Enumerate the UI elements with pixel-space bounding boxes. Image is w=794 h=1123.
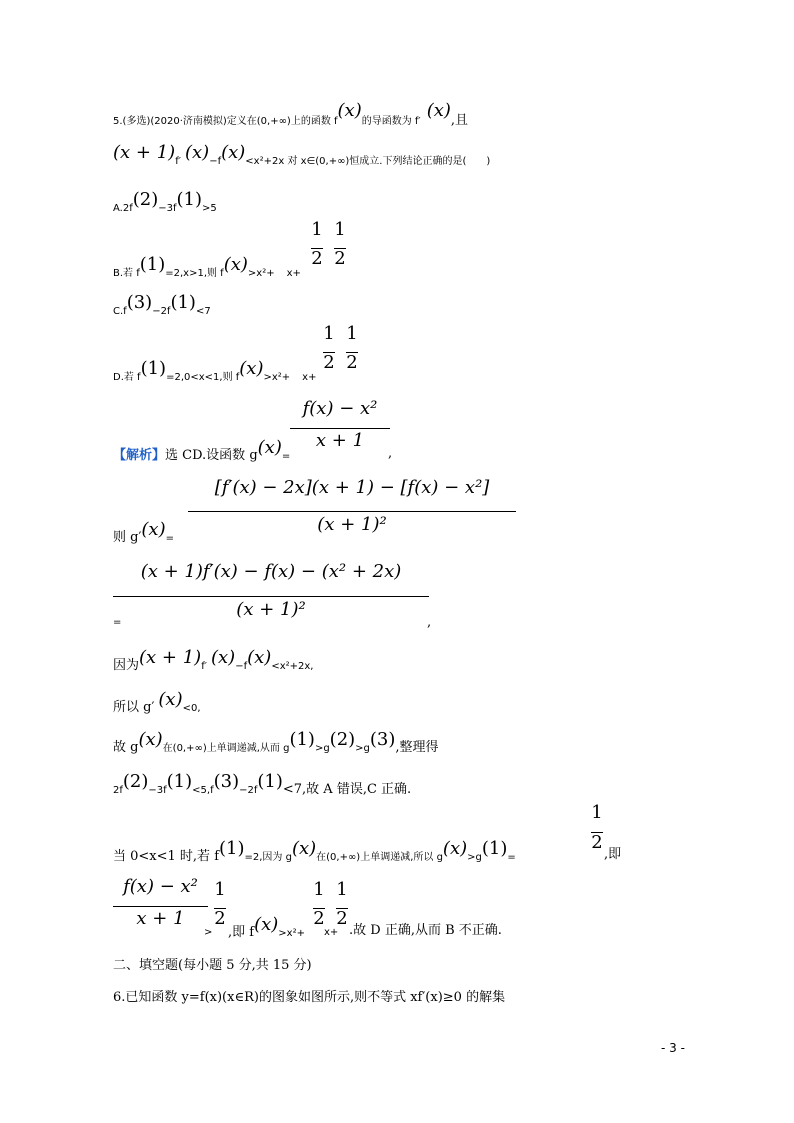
text: ,整理得: [395, 740, 439, 755]
section-heading: 二、填空题(每小题 5 分,共 15 分): [113, 958, 312, 973]
text: 则 g′: [113, 530, 142, 545]
text: >x²+: [278, 928, 305, 939]
math: (x): [442, 838, 468, 859]
math: (3): [213, 771, 240, 792]
text: 2f: [113, 785, 123, 796]
math: (2): [122, 771, 149, 792]
option-a: [113, 189, 217, 218]
math: (x): [257, 437, 282, 458]
text: ,即 f: [228, 925, 255, 940]
half-den: 2: [313, 908, 325, 929]
fraction-numerator: f(x) − x²: [123, 876, 198, 897]
math: (3): [126, 292, 153, 313]
option-b: [113, 254, 301, 283]
fraction-numerator: [f′(x) − 2x](x + 1) − [f(x) − x²]: [214, 477, 490, 498]
half-num: 1: [346, 323, 358, 344]
text: >g: [467, 852, 482, 863]
math: (2): [329, 729, 356, 750]
text: =2,x>1,则 f: [165, 268, 224, 279]
math: (x): [138, 729, 163, 750]
math: (1): [219, 838, 245, 859]
half-num: 1: [214, 879, 226, 900]
fraction-bar: [113, 906, 208, 907]
text: >g: [355, 743, 370, 754]
text: A.2f: [113, 203, 133, 214]
text: 所以 g′: [113, 700, 155, 715]
text: −f: [235, 661, 248, 672]
text: 在(0,+∞)上单调递减,从而 g: [162, 743, 290, 754]
fraction-denominator: (x + 1)²: [236, 599, 306, 620]
text: ,: [427, 615, 432, 630]
half-den: 2: [336, 908, 348, 929]
text: 5.(多选)(2020·济南模拟)定义在(0,+∞)上的函数 f: [113, 116, 338, 127]
math: (x): [291, 838, 317, 859]
fraction-bar: [113, 596, 429, 597]
half-den: 2: [323, 352, 335, 373]
text: ,即: [604, 847, 622, 862]
text: =2,因为 g: [244, 852, 292, 863]
solution-line5: [113, 689, 201, 718]
solution-line8: [113, 838, 516, 867]
text: x+: [286, 268, 301, 279]
text: .故 D 正确,从而 B 不正确.: [349, 923, 502, 938]
option-c: [113, 292, 211, 321]
text: >5: [202, 203, 217, 214]
half-den: 2: [311, 248, 323, 269]
text: <7,故 A 错误,C 正确.: [282, 782, 412, 797]
text: −f: [209, 156, 222, 167]
text: <x²+2x 对 x∈(0,+∞)恒成立.下列结论正确的是( ): [245, 156, 491, 167]
math: (x): [221, 142, 246, 163]
text: <7: [195, 306, 211, 317]
math: (x): [184, 142, 210, 163]
half-den: 2: [591, 832, 603, 853]
math: (x): [158, 689, 183, 710]
half-num: 1: [336, 879, 348, 900]
text: =2,0<x<1,则 f: [166, 372, 240, 383]
half-den: 2: [334, 248, 346, 269]
fraction-denominator: (x + 1)²: [317, 514, 387, 535]
solution-tag: 【解析】: [113, 448, 166, 463]
solution-line6: [113, 729, 439, 758]
text: =: [113, 617, 122, 628]
half-den: 2: [214, 908, 226, 929]
text: f′: [201, 661, 207, 672]
text: <5,f: [192, 785, 214, 796]
half-den: 2: [346, 352, 358, 373]
text: 因为: [113, 658, 140, 673]
half-num: 1: [323, 323, 335, 344]
text: −2f: [152, 306, 171, 317]
text: >g: [314, 743, 330, 754]
text: f′: [175, 156, 181, 167]
text: >x²+: [247, 268, 275, 279]
math: (x): [239, 358, 264, 379]
text: B.若 f: [113, 268, 140, 279]
text: =: [281, 451, 291, 462]
q5-line2: [113, 142, 491, 171]
math: (x): [211, 647, 236, 668]
text: 故 g: [113, 740, 139, 755]
math: (x): [223, 254, 248, 275]
math: (x + 1): [113, 142, 176, 163]
text: ,且: [450, 113, 469, 128]
text: <x²+2x,: [271, 661, 314, 672]
solution-line4: [113, 647, 314, 676]
half-num: 1: [313, 879, 325, 900]
question-6: 6.已知函数 y=f(x)(x∈R)的图象如图所示,则不等式 xf′(x)≥0 的解集: [113, 990, 506, 1005]
solution-line7: [113, 771, 412, 800]
math: (x): [426, 100, 451, 121]
math: (x): [247, 647, 272, 668]
math: (3): [369, 729, 396, 750]
math: (x): [141, 519, 166, 540]
text: =: [507, 852, 516, 863]
math: (x): [337, 100, 362, 121]
math: (1): [166, 771, 193, 792]
text: >: [204, 927, 213, 938]
option-d: [113, 358, 317, 387]
text: −3f: [158, 203, 177, 214]
text: 的导函数为 f′: [361, 116, 421, 127]
q5-line1: [113, 100, 469, 131]
text: x+: [302, 372, 317, 383]
math: (1): [139, 254, 166, 275]
text: 在(0,+∞)上单调递减,所以 g: [316, 852, 443, 863]
half-num: 1: [334, 219, 346, 240]
fraction-denominator: x + 1: [136, 908, 185, 929]
text: D.若 f: [113, 372, 141, 383]
fraction-bar: [290, 428, 390, 429]
text: >x²+: [263, 372, 291, 383]
math: (1): [176, 189, 202, 210]
math: (2): [132, 189, 159, 210]
text: −3f: [148, 785, 167, 796]
text: ,: [388, 446, 393, 461]
math: (1): [257, 771, 283, 792]
text: C.f: [113, 306, 127, 317]
page-number: - 3 -: [661, 1041, 685, 1055]
text: −2f: [239, 785, 258, 796]
math: (1): [170, 292, 196, 313]
text: 当 0<x<1 时,若 f: [113, 849, 219, 864]
fraction-numerator: f(x) − x²: [302, 398, 378, 419]
math: (1): [140, 358, 167, 379]
math: (1): [289, 729, 315, 750]
solution-line1: [113, 437, 291, 466]
fraction-numerator: (x + 1)f′(x) − f(x) − (x² + 2x): [140, 561, 402, 582]
math: (x + 1): [139, 647, 202, 668]
text: =: [165, 533, 174, 544]
text: x+: [324, 927, 339, 938]
half-num: 1: [591, 802, 603, 823]
fraction-denominator: x + 1: [315, 430, 365, 451]
text: 选 CD.设函数 g: [165, 448, 258, 463]
text: <0,: [182, 703, 201, 714]
solution-line2: [113, 519, 174, 548]
math: (1): [481, 838, 508, 859]
math: (x): [254, 914, 279, 935]
fraction-bar: [188, 511, 516, 512]
solution-line9: [228, 914, 305, 943]
half-num: 1: [311, 219, 323, 240]
